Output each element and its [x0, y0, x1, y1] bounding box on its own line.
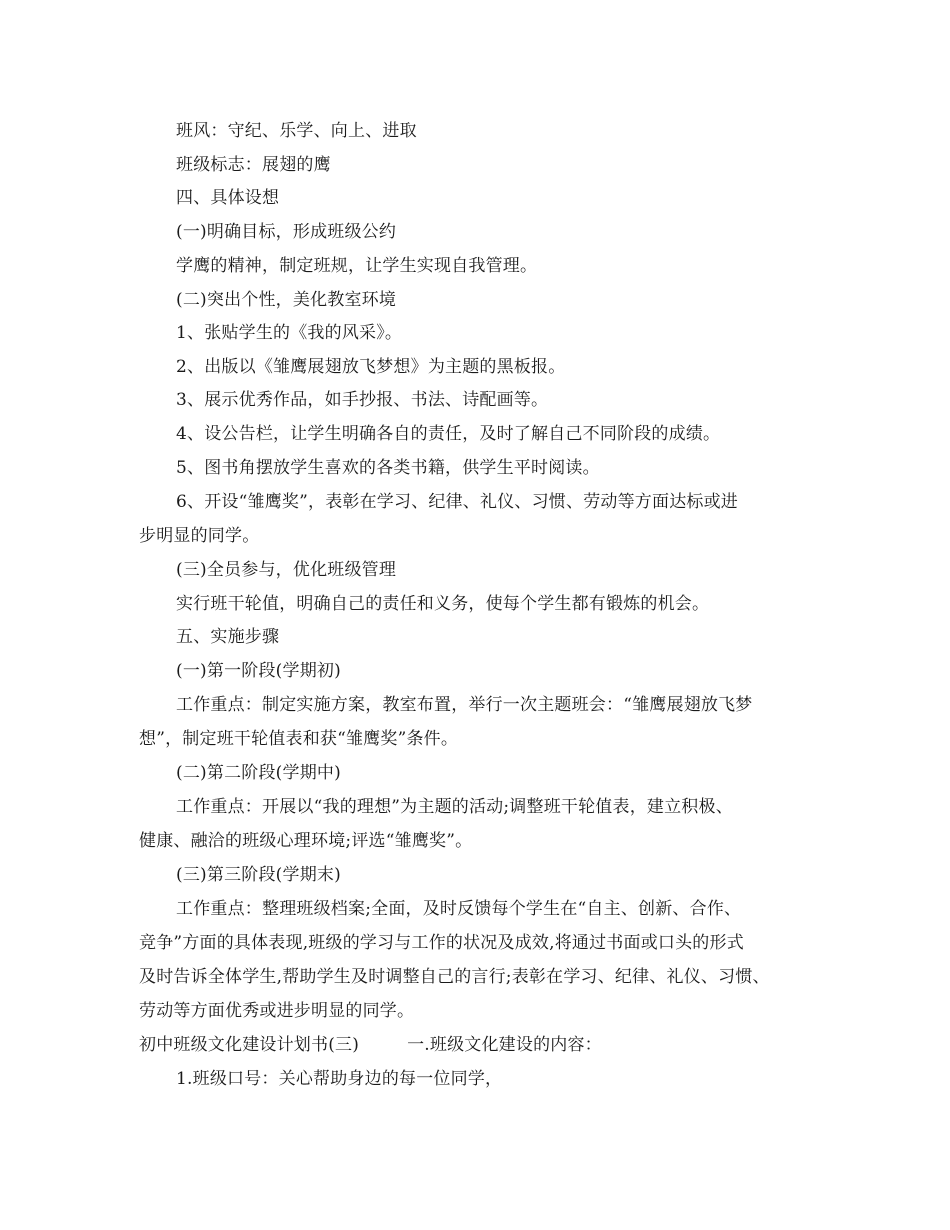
paragraph: 班级标志：展翅的鹰	[176, 155, 331, 175]
list-item-continuation: 步明显的同学。	[139, 526, 260, 546]
paragraph: 班风：守纪、乐学、向上、进取	[176, 121, 417, 141]
paragraph: 工作重点：开展以“我的理想”为主题的活动;调整班干轮值表，建立积极、	[176, 797, 733, 817]
document-heading	[139, 1035, 829, 1055]
paragraph-continuation: 竞争”方面的具体表现,班级的学习与工作的状况及成效,将通过书面或口头的形式	[139, 933, 744, 953]
subsection-heading: (二)第二阶段(学期中)	[176, 763, 341, 783]
list-item: 5、图书角摆放学生喜欢的各类书籍，供学生平时阅读。	[176, 458, 600, 478]
subsection-heading: (一)明确目标，形成班级公约	[176, 222, 397, 242]
list-item: 2、出版以《雏鹰展翅放飞梦想》为主题的黑板报。	[176, 357, 566, 377]
paragraph: 实行班干轮值，明确自己的责任和义务，使每个学生都有锻炼的机会。	[176, 594, 710, 614]
paragraph-continuation: 健康、融洽的班级心理环境;评选“雏鹰奖”。	[139, 831, 473, 851]
subsection-heading: (三)第三阶段(学期末)	[176, 865, 341, 885]
paragraph: 学鹰的精神，制定班规，让学生实现自我管理。	[176, 256, 538, 276]
paragraph-continuation: 劳动等方面优秀或进步明显的同学。	[139, 1001, 415, 1021]
paragraph-continuation: 想”，制定班干轮值表和获“雏鹰奖”条件。	[139, 729, 459, 749]
list-item: 4、设公告栏，让学生明确各自的责任，及时了解自己不同阶段的成绩。	[176, 424, 721, 444]
section-heading: 五、实施步骤	[176, 627, 280, 647]
paragraph-continuation: 及时告诉全体学生,帮助学生及时调整自己的言行;表彰在学习、纪律、礼仪、习惯、	[139, 967, 770, 987]
subsection-heading: (一)第一阶段(学期初)	[176, 661, 341, 681]
list-item: 1.班级口号：关心帮助身边的每一位同学，	[176, 1069, 503, 1089]
section-heading: 四、具体设想	[176, 188, 280, 208]
paragraph: 工作重点：整理班级档案;全面，及时反馈每个学生在“自主、创新、合作、	[176, 899, 742, 919]
list-item: 3、展示优秀作品，如手抄报、书法、诗配画等。	[176, 390, 549, 410]
subsection-heading: (二)突出个性，美化教室环境	[176, 290, 397, 310]
heading-title: 初中班级文化建设计划书(三)	[139, 1035, 360, 1055]
subsection-heading: (三)全员参与，优化班级管理	[176, 560, 397, 580]
list-item: 6、开设“雏鹰奖”，表彰在学习、纪律、礼仪、习惯、劳动等方面达标或进	[176, 492, 738, 512]
heading-section: 一.班级文化建设的内容：	[407, 1035, 602, 1055]
list-item: 1、张贴学生的《我的风采》。	[176, 323, 403, 343]
paragraph: 工作重点：制定实施方案，教室布置，举行一次主题班会：“雏鹰展翅放飞梦	[176, 695, 753, 715]
